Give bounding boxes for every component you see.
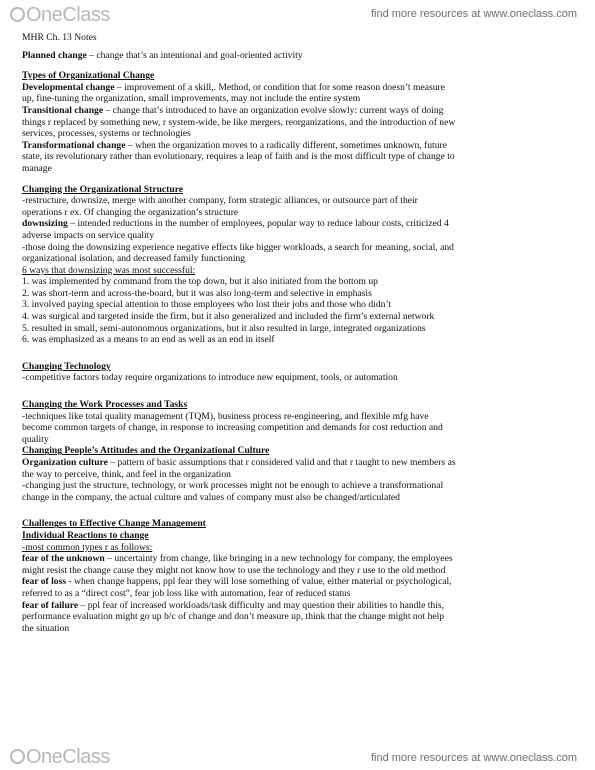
culture-def: Organization culture – pattern of basic assumptions that r considered valid and that r taught to new members as [22, 457, 456, 468]
top-banner [0, 0, 595, 30]
structure-text: operations r ex. Of changing the organization’s structure [22, 206, 239, 218]
transformational-def: Transformational change – when the organization moves to a radically different, sometimes unknown, future [22, 139, 447, 151]
structure-heading: Changing the Organizational Structure [22, 183, 184, 195]
developmental-def-cont: up, fine-tuning the organization, small improvements, may not include the entire system [22, 93, 361, 105]
six-ways-heading: 6 ways that downsizing was most successful: [22, 264, 196, 276]
transitional-def-cont: services, processes, systems or technologies [22, 128, 191, 140]
technology-text: -competitive factors today require organizations to introduce new equipment, tools, or automation [22, 372, 398, 384]
structure-text: -restructure, downsize, merge with another company, form strategic alliances, or outsource part of their [22, 195, 418, 207]
developmental-def: Developmental change – improvement of a skill,. Method, or condition that for some reason doesn’t measure [22, 81, 445, 93]
work-processes-text: become common targets of change, in response to increasing competition and demands for cost reduction and [22, 422, 443, 434]
list-item: 5. resulted in small, semi-autonomous organizations, but it also resulted in large, integrated organizations [22, 322, 426, 334]
fear-unknown-def-cont: might resist the change cause they might not know how to use the technology and they r use to the old method [22, 564, 446, 576]
work-processes-text: quality [22, 433, 49, 445]
list-item: 1. was implemented by command from the top down, but it also initiated from the bottom up [22, 276, 378, 288]
logo-ring-icon [10, 749, 25, 764]
header-resources-link[interactable]: find more resources at www.oneclass.com [370, 8, 577, 20]
types-heading: Types of Organizational Change [22, 70, 155, 82]
bottom-banner [0, 742, 595, 770]
culture-text: change in the company, the actual culture and values of company must also be changed/articulated [22, 491, 400, 503]
fear-failure-def: fear of failure – ppl fear of increased workloads/task difficulty and may question their abilities to handle this, [22, 599, 445, 611]
technology-heading: Changing Technology [22, 360, 111, 372]
downsizing-effects: organizational isolation, and decreased family functioning [22, 253, 246, 265]
transformational-def-cont: state, its revolutionary rather than evolutionary, requires a leap of faith and is the most difficult type of change to [22, 151, 455, 163]
work-processes-heading: Changing the Work Processes and Tasks [22, 399, 188, 411]
fear-unknown-def: fear of the unknown – uncertainty from change, like bringing in a new technology for company, the employees [22, 553, 453, 565]
footer-resources-link[interactable]: find more resources at www.oneclass.com [370, 752, 577, 764]
oneclass-logo[interactable] [10, 4, 110, 27]
list-item: 4. was surgical and targeted inside the firm, but it also generalized and included the firm’s external network [22, 311, 435, 323]
downsizing-def-cont: adverse impacts on service quality [22, 229, 155, 241]
work-processes-text: -techniques like total quality management (TQM), business process re-engineering, and flexible mfg have [22, 410, 429, 422]
transitional-def-cont: things r replaced by something new, r system-wide, be like mergers, reorganizations, and the introduction of new [22, 116, 456, 128]
oneclass-logo-footer[interactable] [10, 746, 110, 769]
downsizing-effects: -those doing the downsizing experience negative effects like bigger workloads, a search for meaning, social, and [22, 241, 454, 253]
common-types-label: -most common types r as follows: [22, 541, 153, 553]
document-body [22, 32, 582, 634]
people-heading: Changing People’s Attitudes and the Organizational Culture [22, 445, 270, 457]
transitional-def: Transitional change – change that’s introduced to have an organization evolve slowly: current ways of doing [22, 104, 444, 116]
challenges-heading: Challenges to Effective Change Management [22, 518, 206, 530]
downsizing-def: downsizing – intended reductions in the number of employees, popular way to reduce labour costs, criticized 4 [22, 218, 449, 230]
logo-text: OneClass [26, 4, 110, 26]
fear-loss-def: fear of loss - when change happens, ppl fear they will lose something of value, either material or psychological, [22, 576, 452, 588]
culture-def-cont: the way to perceive, think, and feel in the organization [22, 468, 231, 480]
reactions-heading: Individual Reactions to change [22, 529, 149, 541]
planned-change-def: Planned change – change that’s an intentional and goal-oriented activity [22, 49, 303, 61]
culture-text: -changing just the structure, technology, or work processes might not be enough to achieve a transformational [22, 480, 444, 492]
list-item: 3. involved paying special attention to those employees who lost their jobs and those who didn’t [22, 299, 392, 311]
list-item: 6. was emphasized as a means to an end as well as an end in itself [22, 334, 275, 346]
list-item: 2. was short-term and across-the-board, but it was also long-term and selective in emphasis [22, 287, 372, 299]
fear-failure-def-cont: performance evaluation might go up b/c of change and don’t measure up, think that the change might not help [22, 611, 445, 623]
notes-title: MHR Ch. 13 Notes [22, 32, 97, 43]
logo-ring-icon [10, 7, 25, 22]
fear-loss-def-cont: referred to as a “direct cost”, fear job loss like with automation, fear of reduced status [22, 587, 351, 599]
logo-text: OneClass [26, 746, 110, 768]
transformational-def-cont: manage [22, 162, 52, 174]
fear-failure-def-cont: the situation [22, 622, 70, 634]
